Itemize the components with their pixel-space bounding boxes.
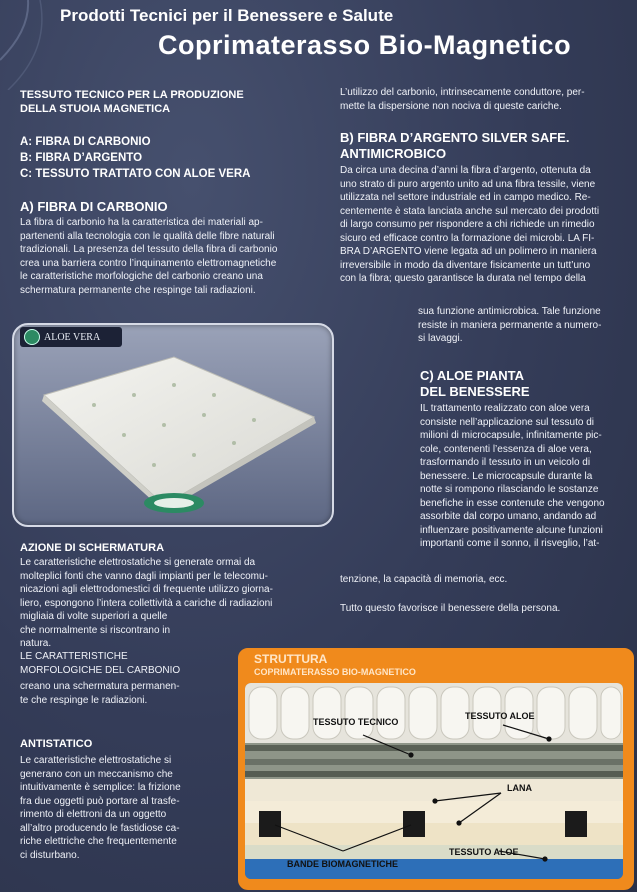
text-line: utilizzata nel settore industriale ed in campo medico. Re- — [340, 192, 591, 203]
section-b-heading — [340, 130, 569, 162]
structure-title: STRUTTURA — [254, 652, 328, 666]
text-line: schermatura permanente che respinge tali radiazioni. — [20, 284, 256, 296]
mattress-image — [14, 325, 330, 523]
text-line: uno strato di puro argento unito ad una fibra tessile, viene — [340, 178, 596, 190]
intro-list-item: C: TESSUTO TRATTATO CON ALOE VERA — [20, 168, 251, 180]
text-line: migliaia di volte superiori a quelle — [20, 611, 168, 622]
page-supertitle: Prodotti Tecnici per il Benessere e Salute — [60, 6, 394, 25]
aloe-vera-badge — [20, 327, 122, 347]
intro-list — [20, 134, 250, 182]
text-line: le caratteristiche morfologiche del carbonio creano una — [20, 271, 263, 282]
text-line: con la fibra; questo garantisce la durata nel tempo della — [340, 273, 586, 284]
text-line: trasformando il tessuto in un veicolo di — [420, 457, 591, 468]
text-line: crea una barriera contro l’inquinamento elettromagnetiche — [20, 257, 277, 269]
shield-body-short — [20, 610, 210, 651]
shield-body — [20, 556, 305, 610]
section-c-body — [420, 402, 625, 551]
aloe-leaf-icon — [24, 329, 40, 345]
intro-heading — [20, 88, 244, 116]
text-line: notte si rompono rilasciando le sostanze — [420, 484, 599, 495]
text-line: di largo consumo per rispondere a chi richiede un rimedio — [340, 219, 595, 230]
intro-heading-line: TESSUTO TECNICO PER LA PRODUZIONE — [20, 89, 244, 101]
text-line: centemente è stata lanciata anche sul mercato dei prodotti — [340, 205, 600, 217]
heading-line: C) ALOE PIANTA — [420, 368, 524, 383]
heading-line: ANTIMICROBICO — [340, 146, 447, 161]
antistatic-body — [20, 754, 198, 862]
section-c-heading — [420, 368, 530, 400]
intro-list-item: A: FIBRA DI CARBONIO — [20, 136, 151, 148]
text-line: cole, contenenti l’essenza di aloe vera, — [420, 443, 592, 455]
text-line: te che respinge le radiazioni. — [20, 694, 148, 706]
text-line: che normalmente si riscontrano in — [20, 624, 171, 636]
label-tessuto-aloe-top: TESSUTO ALOE — [465, 711, 535, 721]
text-line: Le caratteristiche elettrostatiche si generate ormai da — [20, 557, 256, 568]
text-line: mette la dispersione non nociva di queste cariche. — [340, 100, 562, 112]
text-line: intuitivamente è semplice: la frizione — [20, 782, 181, 793]
text-line: irreversibile in modo da diventare fisicamente un tutt’uno — [340, 259, 591, 271]
label-tessuto-aloe-bottom: TESSUTO ALOE — [449, 847, 519, 857]
intro-heading-line: DELLA STUOIA MAGNETICA — [20, 103, 171, 115]
section-a-heading: A) FIBRA DI CARBONIO — [20, 199, 168, 214]
text-line: natura. — [20, 638, 52, 649]
text-line: IL trattamento realizzato con aloe vera — [420, 403, 590, 414]
structure-photo — [245, 683, 623, 879]
text-line: ci disturbano. — [20, 849, 80, 861]
text-line: L’utilizzo del carbonio, intrinsecamente conduttore, per- — [340, 87, 585, 98]
text-line: partenenti alla tecnologia con le qualità delle fibre naturali — [20, 230, 275, 242]
text-line: Da circa una decina d’anni la fibra d’argento, ottenuta da — [340, 165, 591, 176]
text-line: benefiche in esse contenute che vengono — [420, 497, 605, 509]
text-line: fra due oggetti può portare al trasfe- — [20, 795, 180, 807]
text-line: sua funzione antimicrobica. Tale funzione — [418, 306, 601, 317]
text-line: molteplici fonti che vanno dagli impianti per le telecomu- — [20, 570, 268, 582]
section-b-body-indented — [418, 305, 628, 346]
text-line: rimento di elettroni da un oggetto — [20, 809, 167, 820]
heading-line: B) FIBRA D’ARGENTO SILVER SAFE. — [340, 130, 570, 145]
label-lana: LANA — [507, 783, 532, 793]
label-bande-biomagnetiche: BANDE BIOMAGNETICHE — [287, 859, 399, 869]
section-c-closing: Tutto questo favorisce il benessere della persona. — [340, 603, 561, 614]
text-line: consiste nell’applicazione sul tessuto di — [420, 416, 594, 428]
aloe-vera-badge-label: ALOE VERA — [44, 331, 101, 343]
text-line: influenzare positivamente alcune funzioni — [420, 524, 603, 536]
text-line: generano con un meccanismo che — [20, 768, 173, 780]
heading-line: DEL BENESSERE — [420, 384, 530, 399]
text-line: Le caratteristiche elettrostatiche si — [20, 755, 172, 766]
section-a-body — [20, 216, 320, 297]
text-line: nicazioni agli elettrodomestici di frequente utilizzo giorna- — [20, 584, 273, 595]
text-line: tradizionali. La presenza del tessuto della fibra di carbonio — [20, 244, 278, 255]
mattress-layers-illustration — [245, 683, 623, 879]
text-line: riche elettriche che frequentemente — [20, 836, 177, 847]
text-line: sicuro ed efficace contro la formazione dei microbi. LA FI- — [340, 232, 595, 244]
text-line: benessere. Le microcapsule durante la — [420, 470, 593, 482]
text-line: all’altro producendo le fastidiose ca- — [20, 822, 180, 834]
section-c-last-line: tenzione, la capacità di memoria, ecc. — [340, 574, 508, 585]
label-tessuto-tecnico: TESSUTO TECNICO — [313, 717, 399, 727]
text-line: si lavaggi. — [418, 333, 463, 344]
text-line: LE CARATTERISTICHE — [20, 651, 128, 662]
structure-subtitle: COPRIMATERASSO BIO-MAGNETICO — [254, 667, 416, 677]
intro-list-item: B: FIBRA D’ARGENTO — [20, 152, 143, 164]
antistatic-heading: ANTISTATICO — [20, 738, 93, 750]
text-line: La fibra di carbonio ha la caratteristica dei materiali ap- — [20, 217, 263, 228]
shield-subheading — [20, 650, 230, 677]
text-line: assorbite dal corpo umano, andando ad — [420, 511, 597, 522]
text-line: creano una schermatura permanen- — [20, 681, 180, 692]
text-line: MORFOLOGICHE DEL CARBONIO — [20, 664, 181, 676]
text-line: importanti come il sonno, il risveglio, l’at- — [420, 538, 600, 549]
right-intro-body — [340, 86, 625, 113]
text-line: liero, espongono l’intera collettività a cariche di radiazioni — [20, 597, 273, 609]
section-b-body — [340, 164, 630, 286]
text-line: resiste in maniera permanente a numero- — [418, 319, 602, 331]
text-line: milioni di microcapsule, infinitamente pic- — [420, 430, 602, 441]
text-line: BRA D’ARGENTO viene legata ad un polimero in maniera — [340, 246, 597, 257]
shield-sub-body — [20, 680, 230, 707]
shield-heading: AZIONE DI SCHERMATURA — [20, 542, 165, 554]
page-title: Coprimaterasso Bio-Magnetico — [158, 30, 572, 60]
